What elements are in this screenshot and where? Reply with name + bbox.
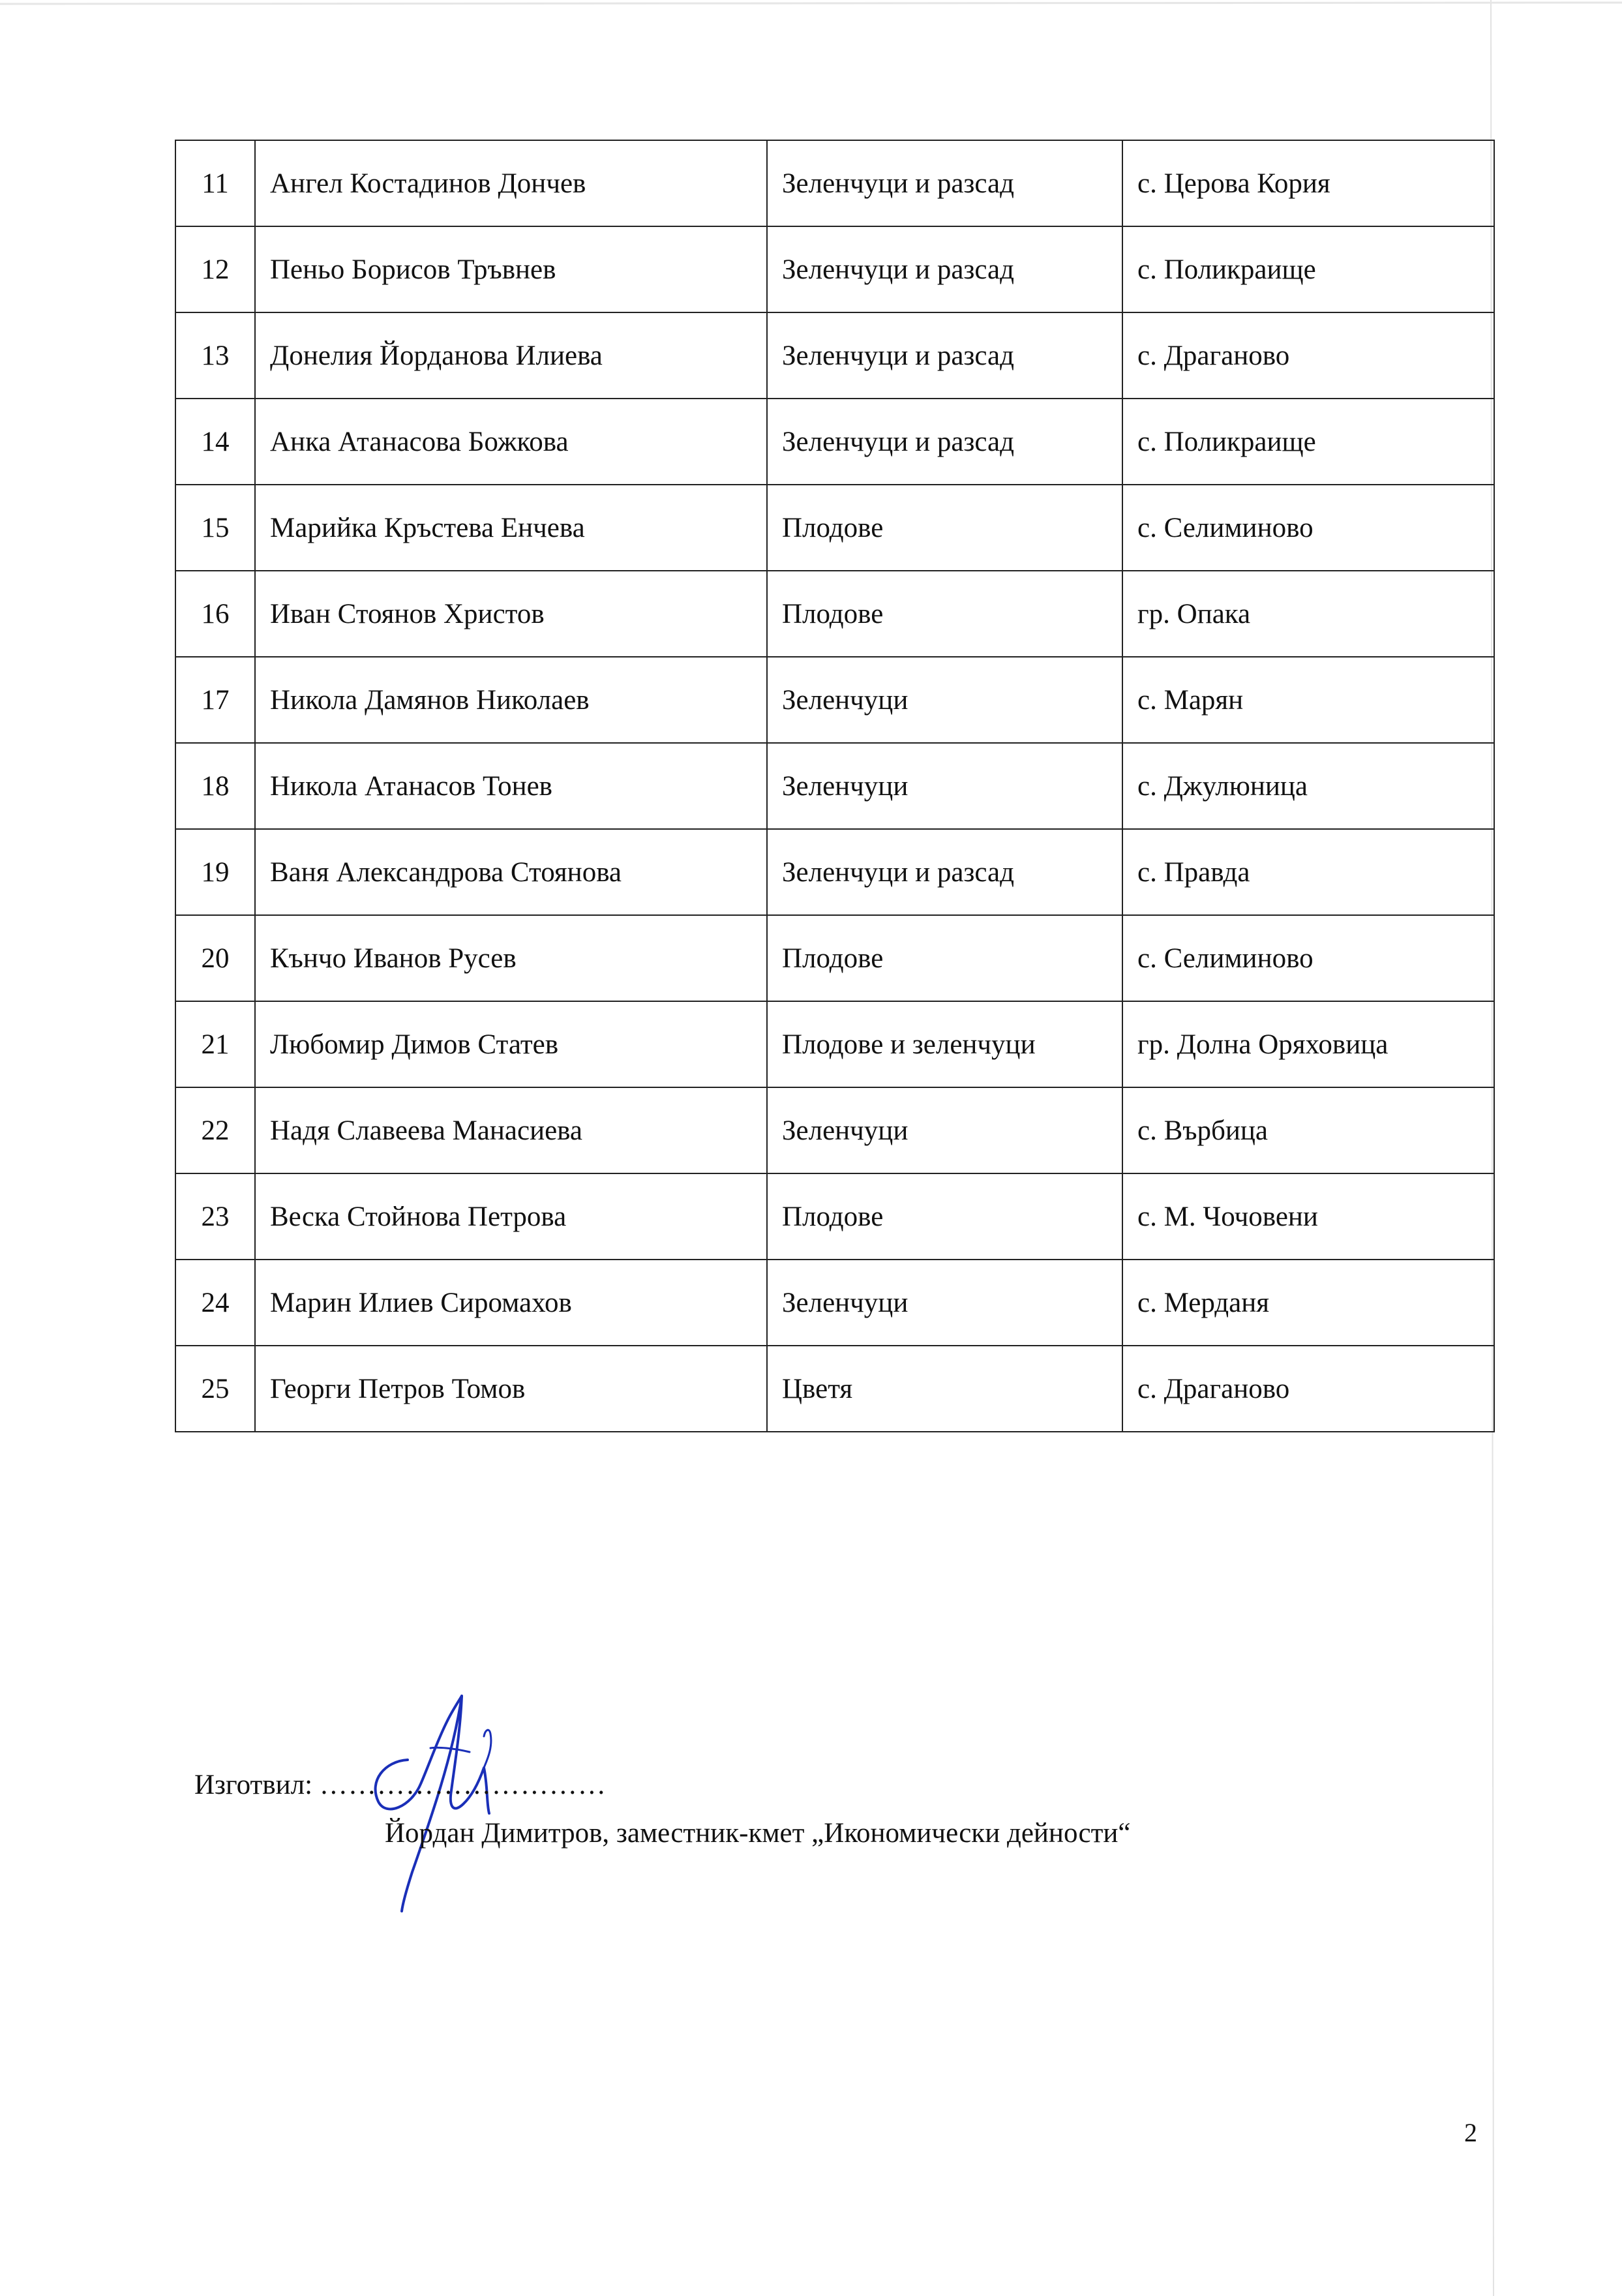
product-type-cell: Плодове <box>767 1173 1122 1260</box>
settlement-cell: с. Джулюница <box>1122 743 1494 829</box>
settlement-cell: с. Драганово <box>1122 312 1494 399</box>
settlement-cell: с. Драганово <box>1122 1346 1494 1432</box>
producers-table <box>175 140 1495 1432</box>
producer-name-cell: Марийка Кръстева Енчева <box>255 485 767 571</box>
product-type-cell: Зеленчуци <box>767 1087 1122 1173</box>
product-type-cell: Цветя <box>767 1346 1122 1432</box>
settlement-cell: с. Церова Кория <box>1122 140 1494 226</box>
settlement-cell: с. Поликраище <box>1122 226 1494 312</box>
table-row <box>175 657 1494 743</box>
product-type-cell: Плодове <box>767 485 1122 571</box>
product-type-cell: Зеленчуци <box>767 657 1122 743</box>
settlement-cell: с. Мерданя <box>1122 1260 1494 1346</box>
product-type-cell: Зеленчуци <box>767 1260 1122 1346</box>
row-number-cell: 18 <box>175 743 255 829</box>
product-type-cell: Плодове <box>767 571 1122 657</box>
table-row <box>175 1001 1494 1087</box>
settlement-cell: с. Селиминово <box>1122 915 1494 1001</box>
settlement-cell: с. Правда <box>1122 829 1494 915</box>
settlement-cell: гр. Опака <box>1122 571 1494 657</box>
producer-name-cell: Никола Дамянов Николаев <box>255 657 767 743</box>
product-type-cell: Зеленчуци и разсад <box>767 140 1122 226</box>
producer-name-cell: Георги Петров Томов <box>255 1346 767 1432</box>
table-row <box>175 1087 1494 1173</box>
table-row <box>175 743 1494 829</box>
settlement-cell: с. Поликраище <box>1122 399 1494 485</box>
row-number-cell: 24 <box>175 1260 255 1346</box>
producer-name-cell: Ангел Костадинов Дончев <box>255 140 767 226</box>
table-row <box>175 1260 1494 1346</box>
row-number-cell: 23 <box>175 1173 255 1260</box>
settlement-cell: с. Марян <box>1122 657 1494 743</box>
table-row <box>175 399 1494 485</box>
producer-name-cell: Никола Атанасов Тонев <box>255 743 767 829</box>
settlement-cell: с. Селиминово <box>1122 485 1494 571</box>
table-row <box>175 485 1494 571</box>
row-number-cell: 16 <box>175 571 255 657</box>
producers-table-body <box>175 140 1494 1432</box>
row-number-cell: 11 <box>175 140 255 226</box>
product-type-cell: Зеленчуци и разсад <box>767 829 1122 915</box>
row-number-cell: 17 <box>175 657 255 743</box>
producer-name-cell: Веска Стойнова Петрова <box>255 1173 767 1260</box>
row-number-cell: 20 <box>175 915 255 1001</box>
product-type-cell: Плодове и зеленчуци <box>767 1001 1122 1087</box>
table-row <box>175 312 1494 399</box>
row-number-cell: 14 <box>175 399 255 485</box>
row-number-cell: 22 <box>175 1087 255 1173</box>
product-type-cell: Зеленчуци и разсад <box>767 312 1122 399</box>
product-type-cell: Зеленчуци <box>767 743 1122 829</box>
page-number: 2 <box>1464 2118 1477 2147</box>
producer-name-cell: Иван Стоянов Христов <box>255 571 767 657</box>
product-type-cell: Зеленчуци и разсад <box>767 226 1122 312</box>
producer-name-cell: Донелия Йорданова Илиева <box>255 312 767 399</box>
table-row <box>175 140 1494 226</box>
signature-dots: ………………………… <box>319 1770 607 1800</box>
prepared-by-line <box>194 1769 607 1801</box>
row-number-cell: 12 <box>175 226 255 312</box>
producer-name-cell: Надя Славеева Манасиева <box>255 1087 767 1173</box>
settlement-cell: с. М. Чочовени <box>1122 1173 1494 1260</box>
row-number-cell: 19 <box>175 829 255 915</box>
table-row <box>175 571 1494 657</box>
producer-name-cell: Ваня Александрова Стоянова <box>255 829 767 915</box>
producer-name-cell: Пеньо Борисов Тръвнев <box>255 226 767 312</box>
row-number-cell: 13 <box>175 312 255 399</box>
table-row <box>175 226 1494 312</box>
table-row <box>175 1173 1494 1260</box>
row-number-cell: 25 <box>175 1346 255 1432</box>
settlement-cell: с. Върбица <box>1122 1087 1494 1173</box>
row-number-cell: 21 <box>175 1001 255 1087</box>
producer-name-cell: Марин Илиев Сиромахов <box>255 1260 767 1346</box>
settlement-cell: гр. Долна Оряховица <box>1122 1001 1494 1087</box>
signer-name-title: Йордан Димитров, заместник-кмет „Икономически дейности“ <box>385 1818 1131 1849</box>
table-row <box>175 829 1494 915</box>
product-type-cell: Плодове <box>767 915 1122 1001</box>
table-row <box>175 1346 1494 1432</box>
producer-name-cell: Кънчо Иванов Русев <box>255 915 767 1001</box>
row-number-cell: 15 <box>175 485 255 571</box>
producer-name-cell: Любомир Димов Статев <box>255 1001 767 1087</box>
producer-name-cell: Анка Атанасова Божкова <box>255 399 767 485</box>
product-type-cell: Зеленчуци и разсад <box>767 399 1122 485</box>
prepared-by-label: Изготвил: <box>194 1770 313 1800</box>
table-row <box>175 915 1494 1001</box>
